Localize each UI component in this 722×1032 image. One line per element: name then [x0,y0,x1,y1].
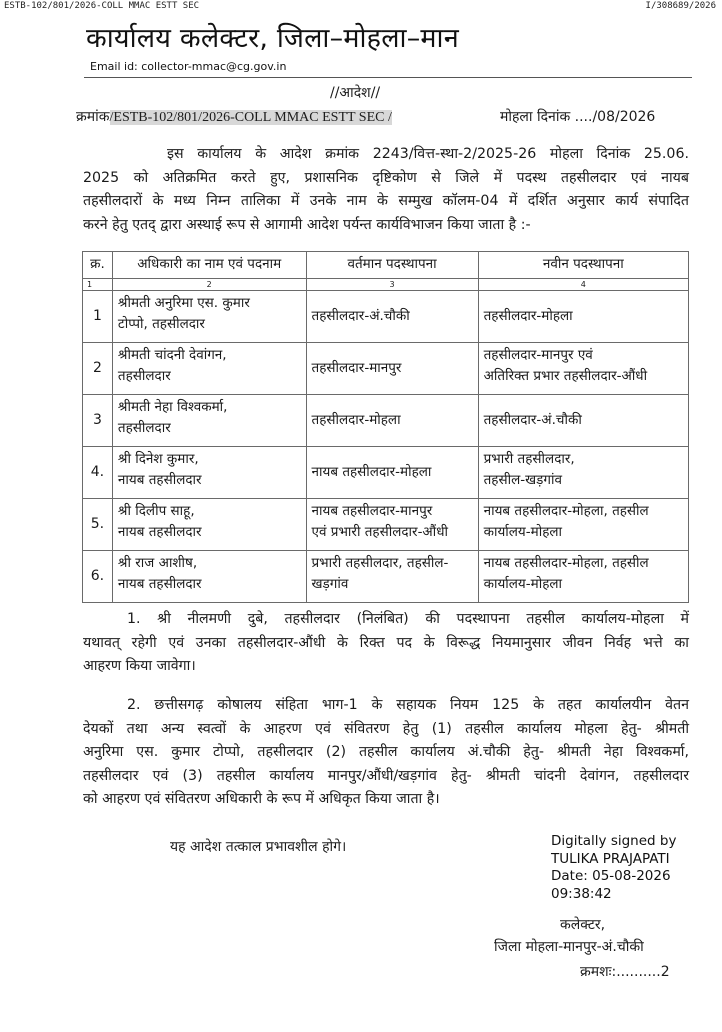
point-2-line: देयकों तथा अन्य स्वत्वों के आहरण एवं संवितरण हेतु (1) तहसील कार्यालय मोहला हेतु- श्रीमती [83,720,689,737]
new-posting-cell [478,447,688,499]
column-number: 4 [478,279,688,291]
continued-marker: क्रमशः:..........2 [580,964,670,980]
column-number: 1 [83,279,113,291]
point-1-line: यथावत् रहेगी एवं उनका तहसीलदार-औंधी के रिक्त पद के विरूद्ध नियमानुसार जीवन निर्वह भत्ते का [83,634,689,651]
cell-line: श्री दिनेश कुमार, [117,451,199,467]
cell-line: टोप्पो, तहसीलदार [117,316,205,332]
cell-line: नायब तहसीलदार [117,576,202,592]
cell-line: तहसीलदार [117,420,171,436]
cell-line: कार्यालय-मोहला [483,576,563,592]
new-posting-cell [478,291,688,343]
effect-statement: यह आदेश तत्काल प्रभावशील होगे। [170,839,347,855]
table-row [83,291,689,343]
table-header-cell: अधिकारी का नाम एवं पदनाम [112,252,306,279]
intro-line: तहसीलदारों के मध्य निम्न तालिका में उनके नाम के सम्मुख कॉलम-04 में दर्शित अनुसार कार्य संपादित [83,193,689,209]
officer-name-cell [112,551,306,603]
cell-line: प्रभारी तहसीलदार, तहसील- [311,555,449,571]
order-heading: //आदेश// [330,85,381,101]
table-row [83,395,689,447]
reference-number-top: ESTB-102/801/2026-COLL MMAC ESTT SEC [4,1,200,11]
new-posting-cell [478,499,688,551]
document-id-top: I/308689/2026 [645,1,716,11]
office-email: Email id: collector-mmac@cg.gov.in [90,60,287,73]
point-1-paragraph [83,608,689,679]
point-2-line: को आहरण एवं संवितरण अधिकारी के रूप में अधिकृत किया जाता है। [83,791,440,807]
cell-line: श्रीमती अनुरिमा एस. कुमार [117,295,250,311]
cell-line: श्रीमती नेहा विश्वकर्मा, [117,399,228,415]
cell-line: अतिरिक्त प्रभार तहसीलदार-औंधी [483,368,648,384]
cell-line: श्रीमती चांदनी देवांगन, [117,347,227,363]
serial-number: 4. [83,447,113,499]
digital-signature-block [551,833,676,903]
cell-line: नायब तहसीलदार [117,472,202,488]
cell-line: तहसीलदार-मानपुर [311,360,402,376]
signature-date: Date: 05-08-2026 [551,868,671,884]
new-posting-cell [478,343,688,395]
table-row [83,447,689,499]
point-1-line: आहरण किया जावेगा। [83,658,196,674]
intro-paragraph [83,143,689,237]
order-number [76,107,392,126]
serial-number: 3 [83,395,113,447]
new-posting-cell [478,395,688,447]
serial-number: 6. [83,551,113,603]
cell-line: एवं प्रभारी तहसीलदार-औंधी [311,524,449,540]
cell-line: तहसीलदार-अं.चौकी [483,412,582,428]
posting-table [82,251,689,603]
cell-line: तहसीलदार-मोहला [311,412,401,428]
office-title: कार्यालय कलेक्टर, जिला–मोहला–मान [86,23,459,54]
signature-line: Digitally signed by [551,833,677,849]
cell-line: तहसीलदार [117,368,171,384]
cell-line: नायब तहसीलदार-मोहला, तहसील [483,555,649,571]
serial-number: 5. [83,499,113,551]
signer-name: TULIKA PRAJAPATI [551,850,670,867]
cell-line: नायब तहसीलदार-मोहला [311,464,432,480]
cell-line: कार्यालय-मोहला [483,524,563,540]
intro-line: इस कार्यालय के आदेश क्रमांक 2243/वित्त-स्था-2/2025-26 मोहला दिनांक 25.06. [167,146,689,162]
officer-name-cell [112,291,306,343]
cell-line: तहसील-खड़गांव [483,472,562,488]
point-2-line: अनुरिमा एस. कुमार टोप्पो, तहसीलदार (2) तहसील कार्यालय अं.चौकी हेतु- श्रीमती नेहा विश्वकर्मा, [83,744,689,760]
officer-name-cell [112,499,306,551]
cell-line: नायब तहसीलदार-मानपुर [311,503,433,519]
point-2-paragraph [83,694,689,812]
table-row [83,499,689,551]
cell-line: तहसीलदार-अं.चौकी [311,308,410,324]
signature-time: 09:38:42 [551,885,612,902]
cell-line: खड़गांव [311,576,349,592]
officer-name-cell [112,395,306,447]
cell-line: श्री राज आशीष, [117,555,198,571]
collector-district: जिला मोहला-मानपुर-अं.चौकी [494,939,644,955]
table-column-number-row [83,279,689,291]
point-2-line: तहसीलदार एवं (3) तहसील कार्यालय मानपुर/औंधी/खड़गांव हेतु- श्रीमती चांदनी देवांगन, तहसीलदार [83,767,689,784]
officer-name-cell [112,343,306,395]
cell-line: नायब तहसीलदार-मोहला, तहसील [483,503,649,519]
table-header-cell: नवीन पदस्थापना [478,252,688,279]
serial-number: 1 [83,291,113,343]
point-1-line: 1. श्री नीलमणी दुबे, तहसीलदार (निलंबित) की पदस्थापना तहसील कार्यालय-मोहला में [127,611,689,627]
collector-title: कलेक्टर, [560,917,606,933]
intro-line: 2025 को अतिक्रमित करते हुए, प्रशासनिक दृष्टिकोण से जिले में पदस्थ तहसीलदार एवं नायब [83,169,689,186]
cell-line: तहसीलदार-मानपुर एवं [483,347,593,363]
cell-line: श्री दिलीप साहू, [117,503,195,519]
table-header-row [83,252,689,279]
intro-line: करने हेतु एतद् द्वारा अस्थाई रूप से आगामी आदेश पर्यन्त कार्यविभाजन किया जाता है :- [83,216,531,233]
cell-line: प्रभारी तहसीलदार, [483,451,575,467]
column-number: 3 [306,279,478,291]
cell-line: नायब तहसीलदार [117,524,202,540]
table-row [83,343,689,395]
current-posting-cell [306,343,478,395]
current-posting-cell [306,551,478,603]
new-posting-cell [478,551,688,603]
serial-number: 2 [83,343,113,395]
point-2-line: 2. छत्तीसगढ़ कोषालय संहिता भाग-1 के सहायक नियम 125 के तहत कार्यालयीन वेतन [127,697,689,713]
table-row [83,551,689,603]
current-posting-cell [306,395,478,447]
order-number-value: /ESTB-102/801/2026-COLL MMAC ESTT SEC / [109,110,392,125]
order-number-label: क्रमांक [76,109,110,125]
table-header-cell: वर्तमान पदस्थापना [306,252,478,279]
cell-line: तहसीलदार-मोहला [483,308,573,324]
column-number: 2 [112,279,306,291]
current-posting-cell [306,499,478,551]
header-divider [84,77,692,78]
officer-name-cell [112,447,306,499]
current-posting-cell [306,291,478,343]
table-header-cell: क्र. [83,252,113,279]
order-date: मोहला दिनांक ..../08/2026 [500,109,656,125]
current-posting-cell [306,447,478,499]
